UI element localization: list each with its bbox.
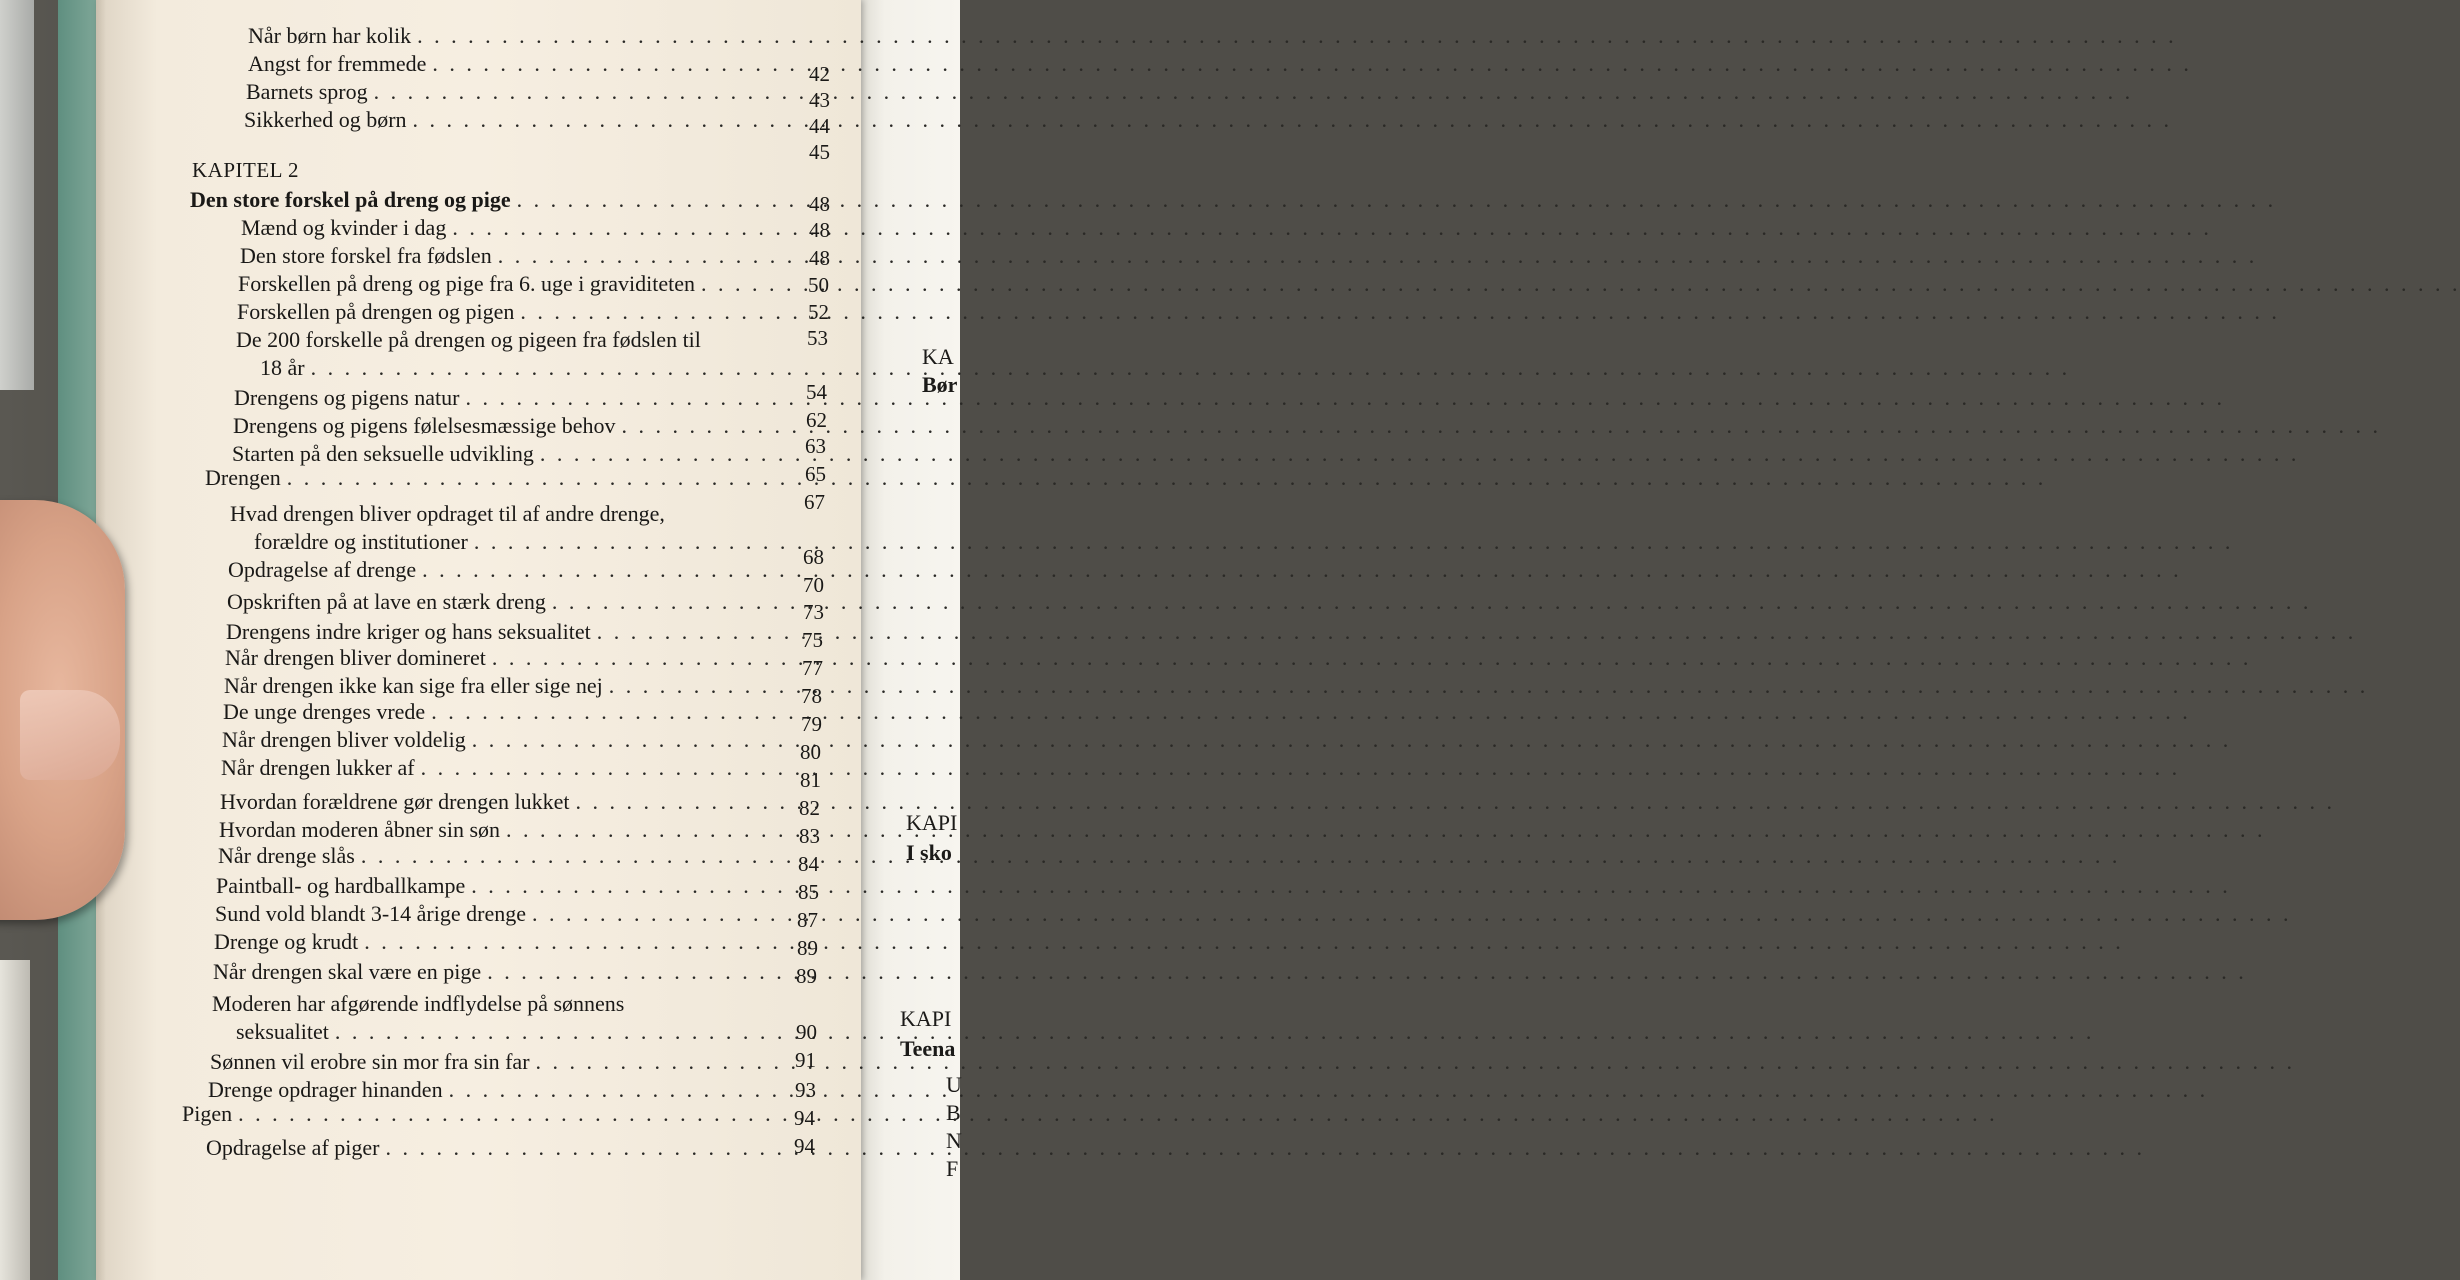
page-number: 62	[806, 408, 827, 432]
toc-entry: Drenge og krudt . . .	[214, 928, 767, 956]
table-of-contents	[0, 0, 960, 1280]
toc-entry: Sikkerhed og børn . . .	[244, 106, 780, 134]
toc-entry: Paintball- og hardballkampe . . .	[216, 872, 768, 900]
toc-entry: Når drengen ikke kan sige fra eller sige nej . . .	[224, 672, 772, 700]
page-number: 89	[796, 964, 817, 988]
chapter-title: Den store forskel på dreng og pige . . .	[190, 186, 780, 214]
page-number: 70	[803, 573, 824, 597]
toc-entry-continued: seksualitet . . .	[236, 1018, 764, 1046]
page-number: 67	[804, 490, 825, 514]
toc-entry: De unge drenges vrede . . .	[223, 698, 772, 726]
toc-entry: Opdragelse af piger . . .	[206, 1134, 761, 1162]
toc-entry-continued: 18 år . . .	[260, 354, 777, 382]
toc-entry: Sønnen vil erobre sin mor fra sin far . . .	[210, 1048, 763, 1076]
toc-entry: Når drengen skal være en pige . . .	[213, 958, 766, 986]
toc-entry: Når drengen bliver domineret . . .	[225, 644, 772, 672]
page-number: 53	[807, 326, 828, 350]
section-heading: Drengen . . .	[205, 464, 777, 492]
page-number: 54	[806, 380, 827, 404]
toc-entry: Mænd og kvinder i dag . . .	[241, 214, 779, 242]
toc-entry: Hvordan moderen åbner sin søn . . .	[219, 816, 769, 844]
right-page-fragment: KAPI	[900, 1006, 952, 1031]
page-number: 48	[809, 192, 830, 216]
right-page-fragment: Teena	[900, 1036, 956, 1061]
toc-entry: Barnets sprog . . .	[246, 78, 780, 106]
right-page-fragment: F	[946, 1156, 959, 1181]
page-number: 94	[794, 1106, 815, 1130]
toc-entry: Når drengen lukker af . . .	[221, 754, 771, 782]
page-number: 48	[809, 218, 830, 242]
page-number: 68	[803, 545, 824, 569]
page-number: 79	[801, 712, 822, 736]
page-number: 43	[809, 88, 830, 112]
toc-entry: Når børn har kolik . . .	[248, 22, 780, 50]
page-number: 65	[805, 462, 826, 486]
toc-entry: Starten på den seksuelle udvikling . . .	[232, 440, 777, 468]
page-number: 94	[794, 1134, 815, 1158]
page-number: 82	[799, 796, 820, 820]
toc-entry: Drengens og pigens følelsesmæssige behov . . .	[233, 412, 777, 440]
page-number: 90	[796, 1020, 817, 1044]
page-number: 63	[805, 434, 826, 458]
right-page-fragment: I sko	[906, 840, 952, 865]
page-number: 83	[799, 824, 820, 848]
toc-entry: Opdragelse af drenge . . .	[228, 556, 775, 584]
toc-entry: Forskellen på drengen og pigen . . .	[237, 298, 778, 326]
page-number: 85	[798, 880, 819, 904]
toc-entry: Den store forskel fra fødslen . . .	[240, 242, 779, 270]
toc-entry: Når drenge slås . . .	[218, 842, 769, 870]
photo-scene	[0, 0, 960, 1280]
chapter-heading: KAPITEL 2	[192, 158, 299, 182]
right-page-fragment: N	[946, 1128, 962, 1153]
toc-entry: Drenge opdrager hinanden . . .	[208, 1076, 762, 1104]
page-number: 48	[809, 246, 830, 270]
page-number: 77	[802, 656, 823, 680]
right-page-fragment: KA	[922, 344, 954, 369]
page-number: 91	[795, 1048, 816, 1072]
toc-entry: Sund vold blandt 3-14 årige drenge . . .	[215, 900, 767, 928]
page-number: 89	[797, 936, 818, 960]
right-page-fragment: KAPI	[906, 810, 958, 835]
page-number: 84	[798, 852, 819, 876]
page-number: 44	[809, 114, 830, 138]
page-number: 80	[800, 740, 821, 764]
page-number: 93	[795, 1078, 816, 1102]
right-page-fragment: Bør	[922, 372, 958, 397]
toc-entry: Forskellen på dreng og pige fra 6. uge i graviditeten . . .	[238, 270, 779, 298]
toc-entry: Når drengen bliver voldelig . . .	[222, 726, 771, 754]
toc-entry: Hvad drengen bliver opdraget til af andre drenge,	[230, 501, 665, 526]
page-number: 52	[808, 300, 829, 324]
page-number: 45	[809, 140, 830, 164]
page-number: 78	[801, 684, 822, 708]
toc-entry: Drengens og pigens natur . . .	[234, 384, 777, 412]
section-heading: Pigen . . .	[182, 1100, 762, 1128]
page-number: 75	[802, 628, 823, 652]
page-number: 87	[797, 908, 818, 932]
toc-entry: Angst for fremmede . . .	[248, 50, 780, 78]
right-page-fragment: U	[946, 1072, 962, 1097]
toc-entry-continued: forældre og institutioner . . .	[254, 528, 775, 556]
toc-entry: De 200 forskelle på drengen og pigeen fra fødslen til	[236, 327, 701, 352]
toc-entry: Opskriften på at lave en stærk dreng . . .	[227, 588, 774, 616]
page-number: 73	[803, 600, 824, 624]
page-number: 42	[809, 62, 830, 86]
page-number: 50	[808, 273, 829, 297]
page-number: 81	[800, 768, 821, 792]
toc-entry: Hvordan forældrene gør drengen lukket . . .	[220, 788, 770, 816]
toc-entry: Drengens indre kriger og hans seksualitet . . .	[226, 618, 773, 646]
right-page-fragment: B	[946, 1100, 961, 1125]
toc-entry: Moderen har afgørende indflydelse på sønnens	[212, 991, 625, 1016]
